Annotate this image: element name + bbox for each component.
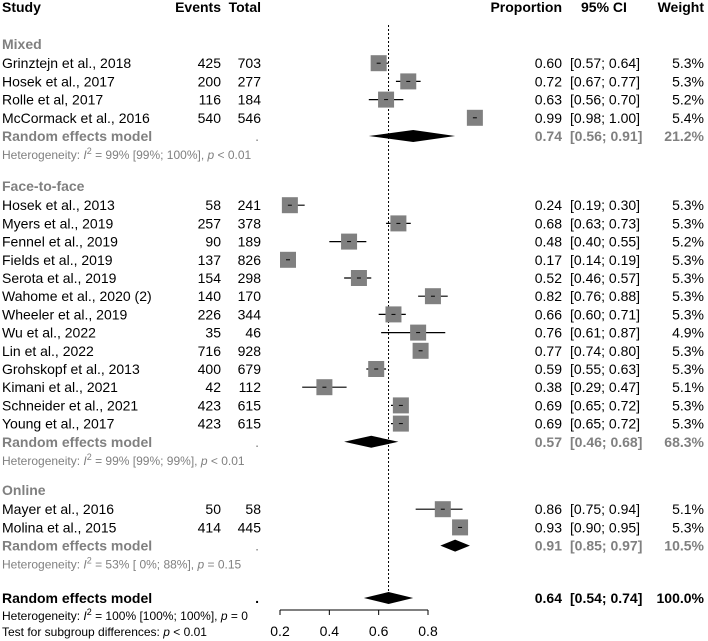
study-proportion: 0.72 — [534, 73, 562, 90]
subgroup-test: Test for subgroup differences: p < 0.01 — [2, 625, 207, 639]
x-tick-label: 0.4 — [319, 623, 340, 639]
study-proportion: 0.82 — [534, 288, 562, 305]
header-proportion: Proportion — [490, 0, 562, 15]
overall-heterogeneity: Heterogeneity: $I^2 = 100\%$ [100%; 100%], p = 0 — [2, 607, 248, 623]
study-name: Grohskopf et al., 2013 — [2, 361, 140, 377]
study-weight: 5.3% — [672, 197, 704, 214]
study-ci: [0.65; 0.72] — [570, 397, 641, 414]
study-weight: 5.2% — [672, 91, 704, 108]
overall-diamond — [364, 592, 413, 604]
study-total: 703 — [237, 55, 261, 72]
study-weight: 5.2% — [672, 233, 704, 250]
study-proportion: 0.38 — [534, 379, 562, 396]
study-ci: [0.60; 0.71] — [570, 306, 641, 323]
study-events: 50 — [205, 501, 221, 518]
study-weight: 5.3% — [672, 215, 704, 232]
subgroup-proportion: 0.91 — [534, 537, 562, 554]
study-weight: 5.3% — [672, 251, 704, 268]
study-total: 826 — [237, 251, 261, 268]
study-name: Rolle et al, 2017 — [2, 91, 104, 108]
study-ci: [0.19; 0.30] — [570, 197, 641, 214]
subgroup-ci: [0.46; 0.68] — [570, 433, 643, 450]
study-weight: 5.3% — [672, 342, 704, 359]
overall-proportion: 0.64 — [534, 590, 562, 606]
study-proportion: 0.99 — [534, 109, 562, 126]
study-name: Hosek et al., 2017 — [2, 73, 115, 90]
study-events: 42 — [205, 379, 221, 396]
study-ci: [0.90; 0.95] — [570, 519, 641, 536]
study-events: 137 — [197, 251, 221, 268]
study-ci: [0.40; 0.55] — [570, 233, 641, 250]
group-label: Face-to-face — [2, 178, 85, 194]
study-name: McCormack et al., 2016 — [2, 109, 150, 126]
study-name: Fields et al., 2019 — [2, 251, 113, 268]
study-ci: [0.56; 0.70] — [570, 91, 641, 108]
study-name: Serota et al., 2019 — [2, 270, 117, 286]
study-total: 170 — [237, 288, 261, 305]
study-proportion: 0.24 — [534, 197, 562, 214]
study-proportion: 0.77 — [534, 342, 562, 359]
study-proportion: 0.59 — [534, 361, 562, 377]
study-name: Wheeler et al., 2019 — [2, 306, 128, 323]
overall-summary-dot: . — [255, 590, 259, 606]
study-total: 241 — [237, 197, 261, 214]
group-label: Mixed — [2, 36, 42, 52]
study-ci: [0.75; 0.94] — [570, 501, 641, 518]
subgroup-diamond — [344, 436, 398, 448]
subgroup-ci: [0.56; 0.91] — [570, 128, 643, 144]
subgroup-proportion: 0.57 — [534, 433, 562, 450]
study-name: Hosek et al., 2013 — [2, 197, 115, 214]
group-label: Online — [2, 482, 46, 498]
study-name: Wahome et al., 2020 (2) — [2, 288, 152, 305]
subgroup-summary-dot: . — [255, 537, 259, 554]
study-ci: [0.29; 0.47] — [570, 379, 641, 396]
study-proportion: 0.86 — [534, 501, 562, 518]
study-weight: 5.3% — [672, 73, 704, 90]
study-proportion: 0.69 — [534, 415, 562, 432]
study-ci: [0.65; 0.72] — [570, 415, 641, 432]
study-proportion: 0.63 — [534, 91, 562, 108]
study-total: 112 — [238, 379, 261, 396]
study-events: 257 — [197, 215, 221, 232]
study-proportion: 0.48 — [534, 233, 562, 250]
subgroup-weight: 10.5% — [664, 537, 704, 554]
study-weight: 5.3% — [672, 270, 704, 286]
study-total: 184 — [237, 91, 261, 108]
study-name: Young et al., 2017 — [2, 415, 115, 432]
study-ci: [0.14; 0.19] — [570, 251, 641, 268]
x-tick-label: 0.2 — [270, 623, 290, 639]
study-name: Wu et al., 2022 — [2, 324, 96, 341]
study-total: 378 — [237, 215, 261, 232]
study-proportion: 0.93 — [534, 519, 562, 536]
study-name: Myers et al., 2019 — [2, 215, 114, 232]
subgroup-summary-label: Random effects model — [2, 128, 153, 144]
header-total: Total — [228, 0, 261, 15]
study-events: 423 — [197, 397, 221, 414]
subgroup-diamond — [440, 540, 470, 552]
study-weight: 5.1% — [672, 501, 704, 518]
study-events: 540 — [197, 109, 221, 126]
study-name: Lin et al., 2022 — [2, 342, 94, 359]
study-proportion: 0.76 — [534, 324, 562, 341]
study-weight: 5.1% — [672, 379, 704, 396]
study-name: Kimani et al., 2021 — [2, 379, 118, 396]
study-total: 546 — [237, 109, 261, 126]
study-events: 154 — [197, 270, 221, 286]
subgroup-heterogeneity: Heterogeneity: $I^2 = 99\%$ [99%; 99%], p < 0.01 — [2, 451, 245, 468]
study-weight: 5.3% — [672, 306, 704, 323]
study-events: 58 — [205, 197, 221, 214]
study-weight: 4.9% — [672, 324, 704, 341]
study-total: 189 — [237, 233, 261, 250]
subgroup-diamond — [369, 130, 455, 142]
study-proportion: 0.66 — [534, 306, 562, 323]
study-events: 35 — [205, 324, 221, 341]
subgroup-weight: 21.2% — [664, 128, 704, 144]
study-total: 298 — [237, 270, 261, 286]
study-proportion: 0.68 — [534, 215, 562, 232]
study-proportion: 0.60 — [534, 55, 562, 72]
study-total: 58 — [245, 501, 261, 518]
study-weight: 5.3% — [672, 55, 704, 72]
study-ci: [0.63; 0.73] — [570, 215, 641, 232]
subgroup-heterogeneity: Heterogeneity: $I^2 = 53\%$ [ 0%; 88%], p = 0.15 — [2, 555, 242, 572]
header-ci: 95% CI — [581, 0, 627, 15]
study-ci: [0.74; 0.80] — [570, 342, 641, 359]
subgroup-ci: [0.85; 0.97] — [570, 537, 643, 554]
study-ci: [0.57; 0.64] — [570, 55, 641, 72]
subgroup-summary-label: Random effects model — [2, 537, 153, 554]
study-ci: [0.67; 0.77] — [570, 73, 641, 90]
study-ci: [0.98; 1.00] — [570, 109, 641, 126]
subgroup-summary-dot: . — [255, 128, 259, 144]
study-ci: [0.55; 0.63] — [570, 361, 641, 377]
study-ci: [0.46; 0.57] — [570, 270, 641, 286]
study-weight: 5.4% — [672, 109, 704, 126]
study-name: Molina et al., 2015 — [2, 519, 117, 536]
study-proportion: 0.52 — [534, 270, 562, 286]
study-events: 116 — [198, 91, 221, 108]
study-events: 90 — [205, 233, 221, 250]
subgroup-summary-dot: . — [255, 433, 259, 450]
header-study: Study — [2, 0, 41, 15]
study-name: Mayer et al., 2016 — [2, 501, 115, 518]
study-weight: 5.3% — [672, 288, 704, 305]
study-weight: 5.3% — [672, 397, 704, 414]
study-weight: 5.3% — [672, 361, 704, 377]
study-name: Schneider et al., 2021 — [2, 397, 139, 414]
study-name: Fennel et al., 2019 — [2, 233, 118, 250]
study-total: 679 — [237, 361, 261, 377]
study-events: 226 — [197, 306, 221, 323]
overall-weight: 100.0% — [656, 590, 704, 606]
study-weight: 5.3% — [672, 519, 704, 536]
study-total: 344 — [237, 306, 261, 323]
overall-summary-label: Random effects model — [2, 590, 153, 606]
study-ci: [0.76; 0.88] — [570, 288, 641, 305]
study-total: 928 — [237, 342, 261, 359]
study-total: 615 — [237, 415, 261, 432]
study-events: 716 — [197, 342, 221, 359]
header-weight: Weight — [657, 0, 704, 15]
subgroup-proportion: 0.74 — [534, 128, 562, 144]
study-total: 445 — [237, 519, 261, 536]
study-proportion: 0.17 — [534, 251, 562, 268]
study-events: 425 — [197, 55, 221, 72]
study-events: 140 — [197, 288, 221, 305]
study-events: 423 — [197, 415, 221, 432]
subgroup-weight: 68.3% — [664, 433, 704, 450]
header-events: Events — [175, 0, 221, 15]
study-ci: [0.61; 0.87] — [570, 324, 641, 341]
study-total: 615 — [237, 397, 261, 414]
x-tick-label: 0.6 — [368, 623, 389, 639]
study-events: 400 — [197, 361, 221, 377]
study-name: Grinztejn et al., 2018 — [2, 55, 132, 72]
overall-ci: [0.54; 0.74] — [570, 590, 643, 606]
study-proportion: 0.69 — [534, 397, 562, 414]
subgroup-summary-label: Random effects model — [2, 433, 153, 450]
study-events: 200 — [197, 73, 221, 90]
study-weight: 5.3% — [672, 415, 704, 432]
study-total: 277 — [237, 73, 261, 90]
x-tick-label: 0.8 — [418, 623, 438, 639]
study-total: 46 — [245, 324, 261, 341]
subgroup-heterogeneity: Heterogeneity: $I^2 = 99\%$ [99%; 100%], p < 0.01 — [2, 146, 252, 162]
study-events: 414 — [197, 519, 221, 536]
